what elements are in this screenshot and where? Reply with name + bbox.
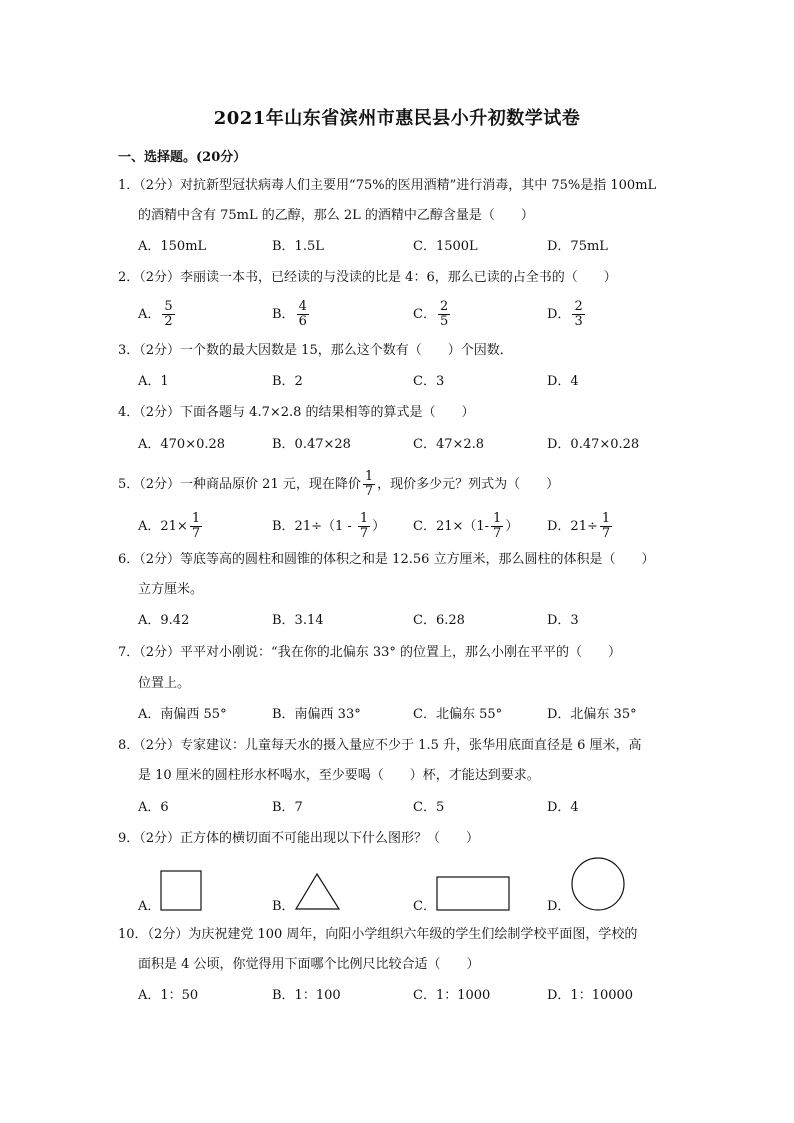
q1-option-c: C．1500L	[413, 239, 478, 254]
question-10-line-2: 面积是 4 公顷，你觉得用下面哪个比例尺比较合适（ ）	[138, 957, 480, 972]
exam-title: 2021年山东省滨州市惠民县小升初数学试卷	[213, 108, 581, 129]
q2-b-denominator: 6	[298, 314, 307, 329]
q5-a-numerator: 1	[191, 511, 201, 526]
question-1-line-1: 1．（2分）对抗新型冠状病毒人们主要用“75%的医用酒精”进行消毒，其中 75%是指 100mL	[118, 178, 657, 193]
q5-d-numerator: 1	[601, 511, 611, 526]
q2-option-a-label: A．	[138, 307, 161, 322]
question-6-line-2: 立方厘米。	[138, 582, 204, 597]
q9-option-d: D．	[547, 899, 571, 914]
q2-a-numerator: 5	[164, 299, 173, 314]
q2-option-d-label: D．	[547, 307, 571, 322]
q5-c-end: ）	[505, 519, 519, 534]
q7-option-b: B．南偏西 33°	[272, 707, 361, 722]
q2-option-c-label: C．	[413, 307, 436, 322]
q4-option-c: C．47×2.8	[413, 437, 485, 452]
q1-option-d: D．75mL	[547, 239, 608, 254]
q2-d-denominator: 3	[574, 314, 583, 329]
question-8-line-2: 是 10 厘米的圆柱形水杯喝水，至少要喝（ ）杯，才能达到要求。	[138, 768, 540, 783]
q6-option-d: D．3	[547, 613, 579, 628]
q2-d-fraction	[572, 300, 584, 329]
q5-fraction	[363, 470, 375, 499]
q3-option-b: B．2	[272, 374, 303, 389]
rectangle-icon	[436, 876, 512, 912]
triangle-icon	[294, 872, 342, 912]
q5-option-d	[547, 512, 614, 541]
q8-option-b: B．7	[272, 800, 303, 815]
question-2-line-1: 2．（2分）李丽读一本书，已经读的与没读的比是 4：6，那么已读的占全书的（ ）	[118, 270, 617, 285]
q2-b-numerator: 4	[298, 299, 307, 314]
q4-option-a: A．470×0.28	[138, 437, 226, 452]
question-3-line-1: 3．（2分）一个数的最大因数是 15，那么这个数有（ ）个因数．	[118, 343, 513, 358]
q1-option-b: B．1.5L	[272, 239, 324, 254]
section-heading: 一、选择题。(20分）	[118, 150, 247, 165]
q5-option-a	[138, 512, 204, 541]
q2-b-fraction	[297, 300, 309, 329]
q10-option-a: A．1：50	[138, 988, 199, 1003]
q5-option-c	[413, 512, 518, 541]
q5-text-end: ，现价多少元？列式为（ ）	[377, 477, 560, 492]
q7-option-d: D．北偏东 35°	[547, 707, 637, 722]
q4-option-d: D．0.47×0.28	[547, 437, 640, 452]
q5-a-label: A．21×	[138, 519, 188, 534]
circle-icon	[570, 856, 628, 912]
q7-option-c: C．北偏东 55°	[413, 707, 503, 722]
q5-c-fraction	[491, 512, 503, 541]
q5-b-denominator: 7	[359, 526, 369, 541]
q2-a-denominator: 2	[164, 314, 173, 329]
q2-c-numerator: 2	[439, 299, 449, 314]
question-4-line-1: 4．（2分）下面各题与 4.7×2.8 的结果相等的算式是（ ）	[118, 405, 475, 420]
question-1-line-2: 的酒精中含有 75mL 的乙醇，那么 2L 的酒精中乙醇含量是（ ）	[138, 208, 534, 223]
question-10-line-1: 10．（2分）为庆祝建党 100 周年，向阳小学组织六年级的学生们绘制学校平面图，学校的	[118, 927, 638, 942]
question-7-line-1: 7．（2分）平平对小刚说：“我在你的北偏东 33° 的位置上，那么小刚在平平的（ ）	[118, 645, 621, 660]
q6-option-a: A．9.42	[138, 613, 190, 628]
q2-option-a	[138, 300, 177, 329]
q5-b-end: ）	[372, 519, 386, 534]
q9-option-a: A．	[138, 899, 161, 914]
q5-c-denominator: 7	[493, 526, 502, 541]
question-7-line-2: 位置上。	[138, 676, 191, 691]
q5-denominator: 7	[364, 484, 374, 499]
q1-option-a: A．150mL	[138, 239, 207, 254]
square-icon	[160, 870, 204, 912]
q6-option-b: B．3.14	[272, 613, 324, 628]
q8-option-d: D．4	[547, 800, 579, 815]
q3-option-d: D．4	[547, 374, 579, 389]
question-5-line-1	[118, 470, 559, 499]
q5-b-numerator: 1	[359, 511, 369, 526]
q2-c-fraction	[438, 300, 450, 329]
question-9-line-1: 9．（2分）正方体的横切面不可能出现以下什么图形？（ ）	[118, 831, 480, 846]
q3-option-c: C．3	[413, 374, 445, 389]
q5-option-b	[272, 512, 385, 541]
q5-c-label: C．21×（1-	[413, 519, 490, 534]
q8-option-a: A．6	[138, 800, 169, 815]
q5-b-fraction	[358, 512, 370, 541]
question-6-line-1: 6．（2分）等底等高的圆柱和圆锥的体积之和是 12.56 立方厘米，那么圆柱的体积是（ ）	[118, 552, 655, 567]
q5-c-numerator: 1	[493, 511, 502, 526]
q10-option-c: C．1：1000	[413, 988, 491, 1003]
q5-b-label: B．21÷（1 -	[272, 519, 356, 534]
q8-option-c: C．5	[413, 800, 445, 815]
q5-d-denominator: 7	[601, 526, 611, 541]
q2-option-c	[413, 300, 452, 329]
q5-a-fraction	[190, 512, 202, 541]
q2-c-denominator: 5	[439, 314, 449, 329]
q6-option-c: C．6.28	[413, 613, 465, 628]
q4-option-b: B．0.47×28	[272, 437, 351, 452]
question-8-line-1: 8．（2分）专家建议：儿童每天水的摄入量应不少于 1.5 升，张华用底面直径是 6 厘米，高	[118, 738, 642, 753]
q2-option-b	[272, 300, 311, 329]
q2-a-fraction	[162, 300, 174, 329]
q5-text-start: 5．（2分）一种商品原价 21 元，现在降价	[118, 477, 361, 492]
q10-option-d: D．1：10000	[547, 988, 634, 1003]
q10-option-b: B．1：100	[272, 988, 341, 1003]
q5-d-label: D．21÷	[547, 519, 598, 534]
q9-option-c: C．	[413, 899, 436, 914]
q2-option-d	[547, 300, 587, 329]
q3-option-a: A．1	[138, 374, 169, 389]
q9-option-b: B．	[272, 899, 295, 914]
q2-d-numerator: 2	[574, 299, 583, 314]
q5-d-fraction	[600, 512, 612, 541]
q5-a-denominator: 7	[191, 526, 201, 541]
q7-option-a: A．南偏西 55°	[138, 707, 227, 722]
q2-option-b-label: B．	[272, 307, 295, 322]
q5-numerator: 1	[364, 469, 374, 484]
